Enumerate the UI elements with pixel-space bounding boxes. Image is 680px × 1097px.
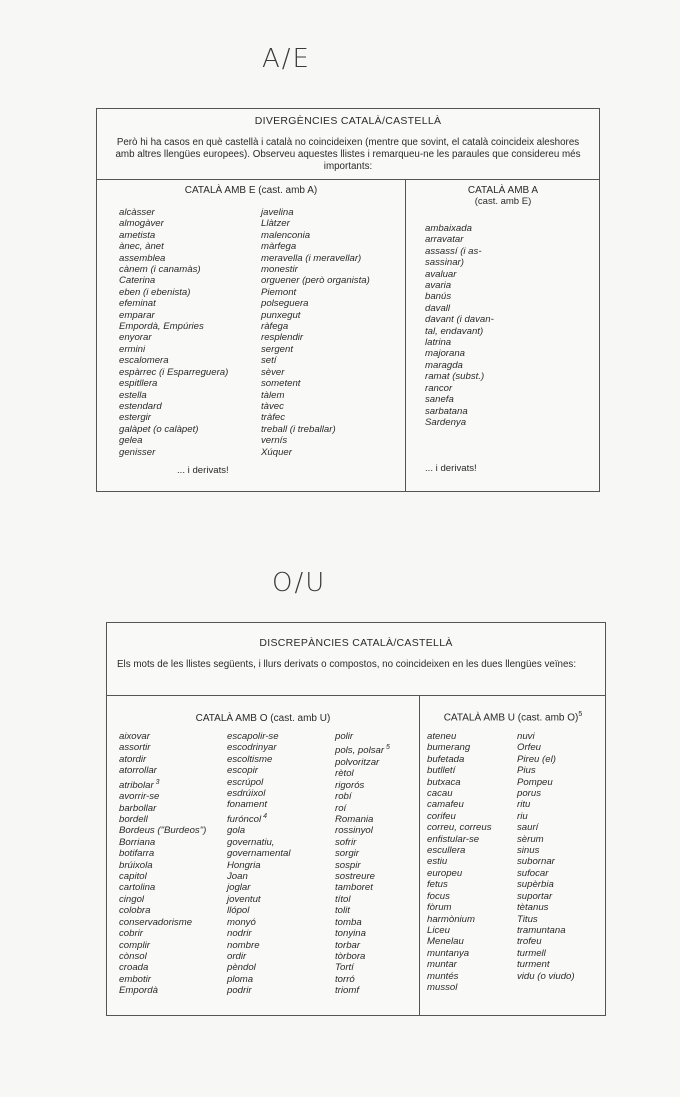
- word-item: embotir: [119, 973, 151, 985]
- word-item: sometent: [261, 378, 301, 390]
- word-item: emparar: [119, 309, 155, 321]
- word-item: enfistular-se: [427, 833, 480, 845]
- word-item: riu: [517, 810, 528, 822]
- col-e-header: CATALÀ AMB E (cast. amb A): [184, 185, 318, 196]
- column-divider: [405, 179, 406, 491]
- word-item: roí: [335, 802, 347, 814]
- word-item: colobra: [119, 905, 151, 917]
- word-item: podrir: [227, 985, 252, 997]
- col-u-header-text: CATALÀ AMB U (cast. amb O): [443, 712, 579, 724]
- word-item: espitllera: [119, 378, 158, 390]
- word-item: monyó: [227, 916, 256, 928]
- word-item: bumerang: [427, 742, 471, 754]
- word-item: avaria: [425, 280, 452, 292]
- word-item: aixovar: [119, 731, 150, 742]
- footnote-mark: 3: [153, 778, 160, 786]
- word-item: ateneu: [427, 731, 457, 742]
- word-item: escoltisme: [227, 753, 273, 765]
- word-item: estiu: [427, 856, 448, 868]
- word-item: Romania: [335, 814, 374, 826]
- col-o-list-3: [335, 731, 390, 997]
- word-item: complir: [119, 939, 150, 951]
- word-item: camafeu: [427, 799, 464, 811]
- word-item: Pireu (el): [517, 753, 556, 765]
- word-item: tomba: [335, 916, 362, 928]
- divider: [97, 179, 599, 180]
- divider: [107, 695, 605, 696]
- col-a-list: [425, 223, 494, 428]
- word-item: orguener (però organista): [261, 275, 370, 287]
- col-a-header-line1: CATALÀ AMB A: [467, 185, 539, 196]
- word-item: butxaca: [427, 776, 461, 788]
- word-item: tamboret: [335, 882, 373, 894]
- word-item: javelina: [261, 207, 294, 218]
- word-item: butlletí: [427, 765, 456, 777]
- word-item: gelea: [119, 435, 143, 447]
- word-item: setí: [261, 355, 277, 367]
- word-item: escullera: [427, 845, 466, 857]
- word-item: Caterina: [119, 275, 156, 287]
- word-item: ramat (subst.): [425, 371, 485, 383]
- word-item: muntanya: [427, 947, 470, 959]
- word-item: ploma: [227, 973, 254, 985]
- word-item: tòrbora: [335, 950, 366, 962]
- word-item: ermini: [119, 343, 146, 355]
- word-item: ràfega: [261, 321, 289, 333]
- word-item: ànec, ànet: [119, 241, 164, 253]
- word-item: títol: [335, 893, 351, 905]
- word-item: avaluar: [425, 268, 457, 280]
- word-item: malenconia: [261, 229, 311, 241]
- word-item: barbollar: [119, 802, 157, 814]
- word-item: pèndol: [227, 962, 256, 974]
- word-item: gola: [227, 825, 246, 837]
- footnote-mark: 4: [261, 812, 267, 820]
- word-item: subornar: [517, 856, 555, 868]
- discrepancies-title: DISCREPÀNCIES CATALÀ/CASTELLÀ: [259, 637, 453, 649]
- word-item: sostreure: [335, 871, 375, 883]
- word-item: tal, endavant): [425, 325, 484, 337]
- word-item: focus: [427, 890, 450, 902]
- word-item: sospir: [335, 859, 361, 871]
- word-item: cònsol: [119, 950, 147, 962]
- word-item: assortir: [119, 742, 151, 754]
- word-item: muntés: [427, 970, 459, 982]
- word-item: polir: [335, 731, 354, 742]
- divergencies-title: DIVERGÈNCIES CATALÀ/CASTELLÀ: [254, 115, 442, 127]
- word-item: brúixola: [119, 859, 153, 871]
- word-item: bufetada: [427, 753, 465, 765]
- word-item: esdrúixol: [227, 788, 266, 800]
- word-item: alcàsser: [119, 207, 155, 218]
- word-item: cacau: [427, 788, 453, 800]
- word-item: Sardenya: [425, 416, 467, 428]
- word-item: cobrir: [119, 928, 143, 940]
- word-item: correu, correus: [427, 822, 492, 834]
- word-item: assemblea: [119, 252, 166, 264]
- word-item: croada: [119, 962, 149, 974]
- word-item: galàpet (o calàpet): [119, 423, 199, 435]
- word-item: cingol: [119, 893, 145, 905]
- word-item: sassinar): [425, 257, 464, 269]
- word-item: polvoritzar: [335, 757, 380, 768]
- word-item: nombre: [227, 939, 260, 951]
- col-u-header: [419, 711, 607, 723]
- word-item: davant (i davan-: [425, 314, 494, 326]
- word-item: Joan: [227, 871, 248, 883]
- word-item: màrfega: [261, 241, 297, 253]
- word-item: fòrum: [427, 902, 452, 914]
- word-item: governamental: [227, 848, 291, 860]
- word-item: Empordà, Empúries: [119, 321, 204, 333]
- word-item: furóncol $^4$: [227, 812, 267, 826]
- word-item: robí: [335, 791, 352, 803]
- word-item: torró: [335, 973, 355, 985]
- word-item: ametista: [119, 229, 156, 241]
- word-item: escopir: [227, 765, 258, 777]
- col-o-list-1: [119, 731, 206, 997]
- word-item: banús: [425, 291, 452, 303]
- word-item: efeminat: [119, 298, 156, 310]
- word-item: vernís: [261, 435, 288, 447]
- word-item: Menelau: [427, 936, 464, 948]
- word-item: latrina: [425, 337, 452, 349]
- word-item: assassí (i as-: [425, 245, 482, 257]
- word-item: ordir: [227, 950, 247, 962]
- word-item: muntar: [427, 959, 457, 971]
- word-item: Empordà: [119, 985, 158, 997]
- footnote-mark: 5: [384, 744, 390, 752]
- word-item: tonyina: [335, 928, 366, 940]
- word-item: punxegut: [261, 309, 301, 321]
- word-item: tàlem: [261, 389, 285, 401]
- col-a-header: [405, 185, 601, 207]
- discrepancies-box: [106, 622, 606, 1016]
- col-e-list-2: [261, 207, 370, 458]
- word-item: mussol: [427, 981, 458, 993]
- word-item: atordir: [119, 753, 147, 765]
- word-item: sofrir: [335, 836, 357, 848]
- word-item: turment: [517, 959, 550, 971]
- word-item: treball (i treballar): [261, 423, 336, 435]
- word-item: escrúpol: [227, 776, 264, 788]
- col-u-list-2: [517, 731, 575, 982]
- col-a-header-line2: (cast. amb E): [474, 196, 532, 207]
- word-item: majorana: [425, 348, 465, 360]
- word-item: nuvi: [517, 731, 535, 742]
- word-item: tramuntana: [517, 924, 566, 936]
- word-item: Xúquer: [261, 446, 292, 458]
- word-item: joventut: [227, 893, 261, 905]
- word-item: triomf: [335, 985, 359, 997]
- word-item: capitol: [119, 871, 147, 883]
- word-item: sufocar: [517, 867, 549, 879]
- word-item: enyorar: [119, 332, 152, 344]
- word-item: Titus: [517, 913, 538, 925]
- word-item: Hongria: [227, 859, 261, 871]
- word-item: torbar: [335, 939, 361, 951]
- word-item: Pompeu: [517, 776, 553, 788]
- divergencies-intro: Però hi ha casos en què castellà i català no coincideixen (mentre que sovint, el català coincideix aleshores amb altres llengües europees). Observeu aquestes llistes i remarqueu-ne les paraules que considereu més importants:: [115, 137, 581, 172]
- col-e-derivats: ... i derivats!: [177, 465, 229, 476]
- col-a-derivats: ... i derivats!: [425, 463, 477, 474]
- word-item: fetus: [427, 879, 448, 891]
- word-item: corifeu: [427, 810, 456, 822]
- word-item: botifarra: [119, 848, 155, 860]
- word-item: conservadorisme: [119, 916, 193, 928]
- word-item: polseguera: [261, 298, 309, 310]
- word-item: joglar: [227, 882, 251, 894]
- word-item: escalomera: [119, 355, 169, 367]
- word-item: tètanus: [517, 902, 549, 914]
- word-item: rancor: [425, 382, 453, 394]
- discrepancies-intro: Els mots de les llistes següents, i llurs derivats o compostos, no coincideixen en les dues llengües veïnes:: [117, 659, 577, 670]
- word-item: estergir: [119, 412, 151, 424]
- word-item: supèrbia: [517, 879, 554, 891]
- word-item: cànem (i canamàs): [119, 264, 201, 276]
- word-item: pols, polsar $^5$: [335, 744, 390, 757]
- word-item: cartolina: [119, 882, 156, 894]
- word-item: saurí: [517, 822, 539, 834]
- word-item: tràfec: [261, 412, 285, 424]
- word-item: sanefa: [425, 394, 454, 406]
- word-item: vidu (o viudo): [517, 970, 575, 982]
- column-divider: [419, 695, 420, 1015]
- word-item: meravella (i meravellar): [261, 252, 362, 264]
- word-item: rossinyol: [335, 825, 373, 837]
- word-item: trofeu: [517, 936, 542, 948]
- word-item: turmell: [517, 947, 546, 959]
- word-item: rigorós: [335, 779, 365, 791]
- word-item: espàrrec (i Esparreguera): [119, 366, 229, 378]
- col-u-list-1: [427, 731, 492, 993]
- col-e-list-1: [119, 207, 228, 458]
- word-item: sorgir: [335, 848, 359, 860]
- word-item: nodrir: [227, 928, 252, 940]
- heading-ae: A/E: [262, 44, 311, 74]
- word-item: Orfeu: [517, 742, 541, 754]
- word-item: davall: [425, 302, 451, 314]
- word-item: fonament: [227, 799, 268, 811]
- word-item: escodrinyar: [227, 742, 277, 754]
- word-item: arravatar: [425, 234, 464, 246]
- word-item: eben (i ebenista): [119, 286, 191, 298]
- word-item: suportar: [517, 890, 553, 902]
- word-item: resplendir: [261, 332, 304, 344]
- word-item: Borriana: [119, 836, 156, 848]
- word-item: escapolir-se: [227, 731, 279, 742]
- col-o-header: CATALÀ AMB O (cast. amb U): [195, 713, 331, 724]
- word-item: tàvec: [261, 400, 284, 412]
- word-item: estendard: [119, 400, 162, 412]
- word-item: atorrollar: [119, 765, 157, 777]
- word-item: estella: [119, 389, 147, 401]
- word-item: bordell: [119, 814, 148, 826]
- divergencies-box: [96, 108, 600, 492]
- word-item: harmònium: [427, 913, 475, 925]
- col-o-list-2: [227, 731, 290, 997]
- word-item: llópol: [227, 905, 250, 917]
- word-item: porus: [517, 788, 541, 800]
- word-item: almogàver: [119, 218, 164, 230]
- heading-ou: O/U: [272, 568, 327, 598]
- word-item: Pius: [517, 765, 536, 777]
- col-u-footnote: 5: [578, 711, 583, 718]
- word-item: avorrir-se: [119, 791, 160, 803]
- word-item: Tortí: [335, 962, 354, 974]
- word-item: Llàtzer: [261, 218, 290, 230]
- word-item: sergent: [261, 343, 293, 355]
- word-item: maragda: [425, 359, 463, 371]
- word-item: ambaixada: [425, 223, 472, 234]
- word-item: sèver: [261, 366, 285, 378]
- word-item: Bordeus ("Burdeos"): [119, 825, 207, 837]
- word-item: ritu: [517, 799, 531, 811]
- word-item: atribolar $^3$: [119, 778, 160, 791]
- word-item: genisser: [119, 446, 156, 458]
- word-item: europeu: [427, 867, 463, 879]
- word-item: sèrum: [517, 833, 544, 845]
- word-item: monestir: [261, 264, 298, 276]
- word-item: Liceu: [427, 924, 450, 936]
- word-item: sinus: [517, 845, 540, 857]
- word-item: sarbatana: [425, 405, 468, 417]
- word-item: tolit: [335, 905, 350, 917]
- word-item: Piemont: [261, 286, 297, 298]
- word-item: governatiu,: [227, 836, 275, 848]
- word-item: rètol: [335, 768, 354, 780]
